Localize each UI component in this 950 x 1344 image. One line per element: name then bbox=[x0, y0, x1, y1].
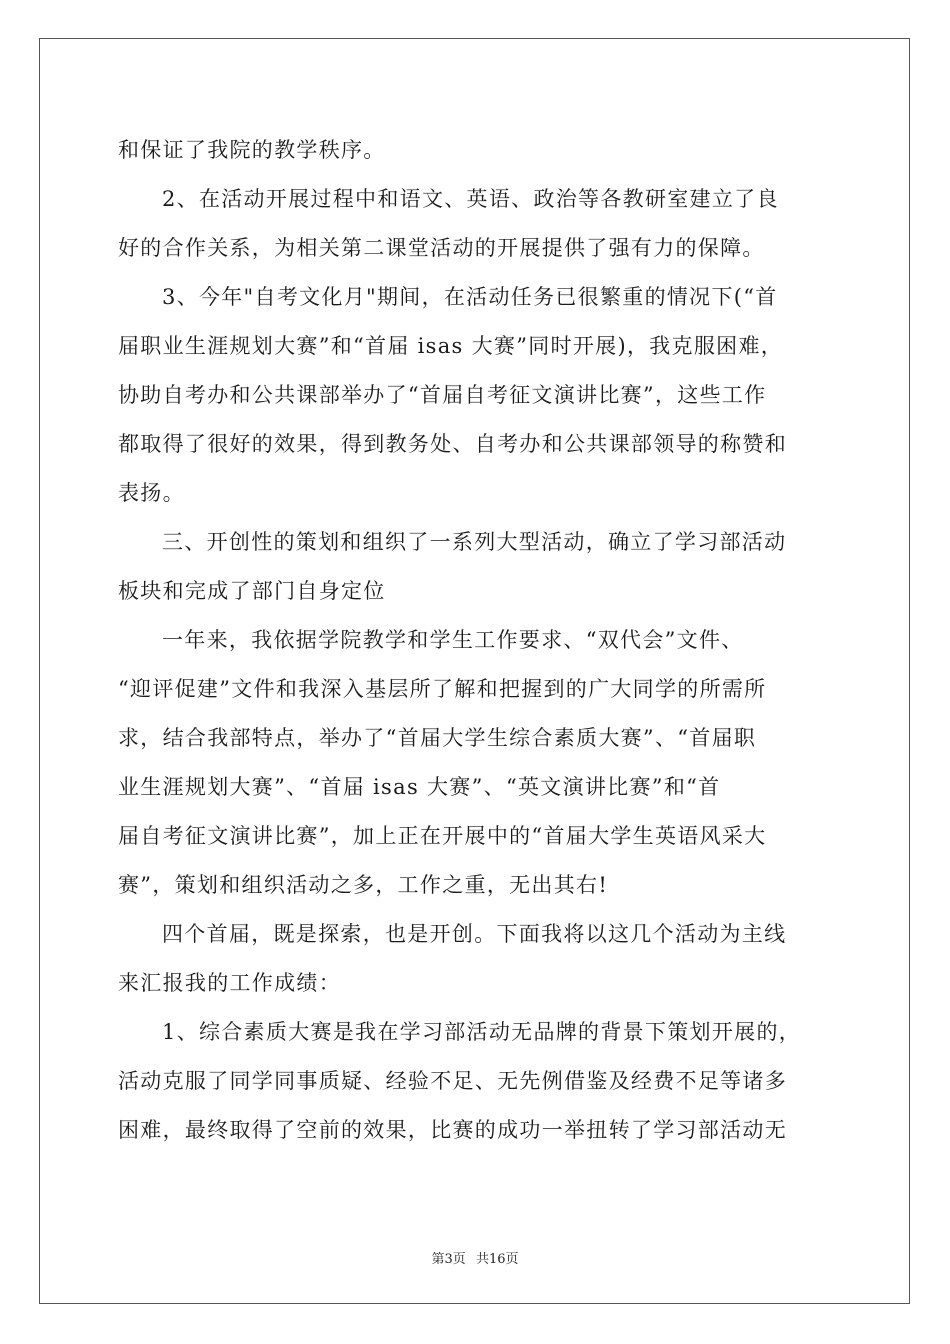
text-line: 都取得了很好的效果，得到教务处、自考办和公共课部领导的称赞和 bbox=[118, 432, 787, 456]
text-line: 表扬。 bbox=[118, 481, 185, 505]
page-total: 共16页 bbox=[475, 1252, 519, 1267]
page-number: 第3页 bbox=[431, 1252, 466, 1267]
text-line: 三、开创性的策划和组织了一系列大型活动，确立了学习部活动 bbox=[162, 530, 787, 554]
text-line: 四个首届，既是探索，也是开创。下面我将以这几个活动为主线 bbox=[162, 922, 787, 946]
text-line: 协助自考办和公共课部举办了“首届自考征文演讲比赛”，这些工作 bbox=[118, 383, 767, 407]
text-line: 1、综合素质大赛是我在学习部活动无品牌的背景下策划开展的， bbox=[162, 1020, 802, 1044]
text-line: 板块和完成了部门自身定位 bbox=[118, 579, 386, 603]
page-footer bbox=[0, 1248, 950, 1267]
text-line: 来汇报我的工作成绩： bbox=[118, 971, 341, 995]
text-line: 业生涯规划大赛”、“首届 isas 大赛”、“英文演讲比赛”和“首 bbox=[118, 775, 721, 799]
text-line: 和保证了我院的教学秩序。 bbox=[118, 138, 386, 162]
document-body bbox=[118, 126, 838, 1155]
text-line: 好的合作关系，为相关第二课堂活动的开展提供了强有力的保障。 bbox=[118, 236, 765, 260]
text-line: 届职业生涯规划大赛”和“首届 isas 大赛”同时开展)，我克服困难， bbox=[118, 334, 784, 358]
text-line: “迎评促建”文件和我深入基层所了解和把握到的广大同学的所需所 bbox=[118, 677, 767, 701]
text-line: 3、今年"自考文化月"期间，在活动任务已很繁重的情况下(“首 bbox=[162, 285, 778, 309]
text-line: 一年来，我依据学院教学和学生工作要求、“双代会”文件、 bbox=[162, 628, 744, 652]
text-line: 困难，最终取得了空前的效果，比赛的成功一举扭转了学习部活动无 bbox=[118, 1118, 787, 1142]
text-line: 赛”，策划和组织活动之多，工作之重，无出其右! bbox=[118, 873, 609, 897]
text-line: 求，结合我部特点，举办了“首届大学生综合素质大赛”、“首届职 bbox=[118, 726, 757, 750]
text-line: 2、在活动开展过程中和语文、英语、政治等各教研室建立了良 bbox=[162, 187, 779, 211]
text-line: 活动克服了同学同事质疑、经验不足、无先例借鉴及经费不足等诸多 bbox=[118, 1069, 787, 1093]
text-line: 届自考征文演讲比赛”，加上正在开展中的“首届大学生英语风采大 bbox=[118, 824, 767, 848]
